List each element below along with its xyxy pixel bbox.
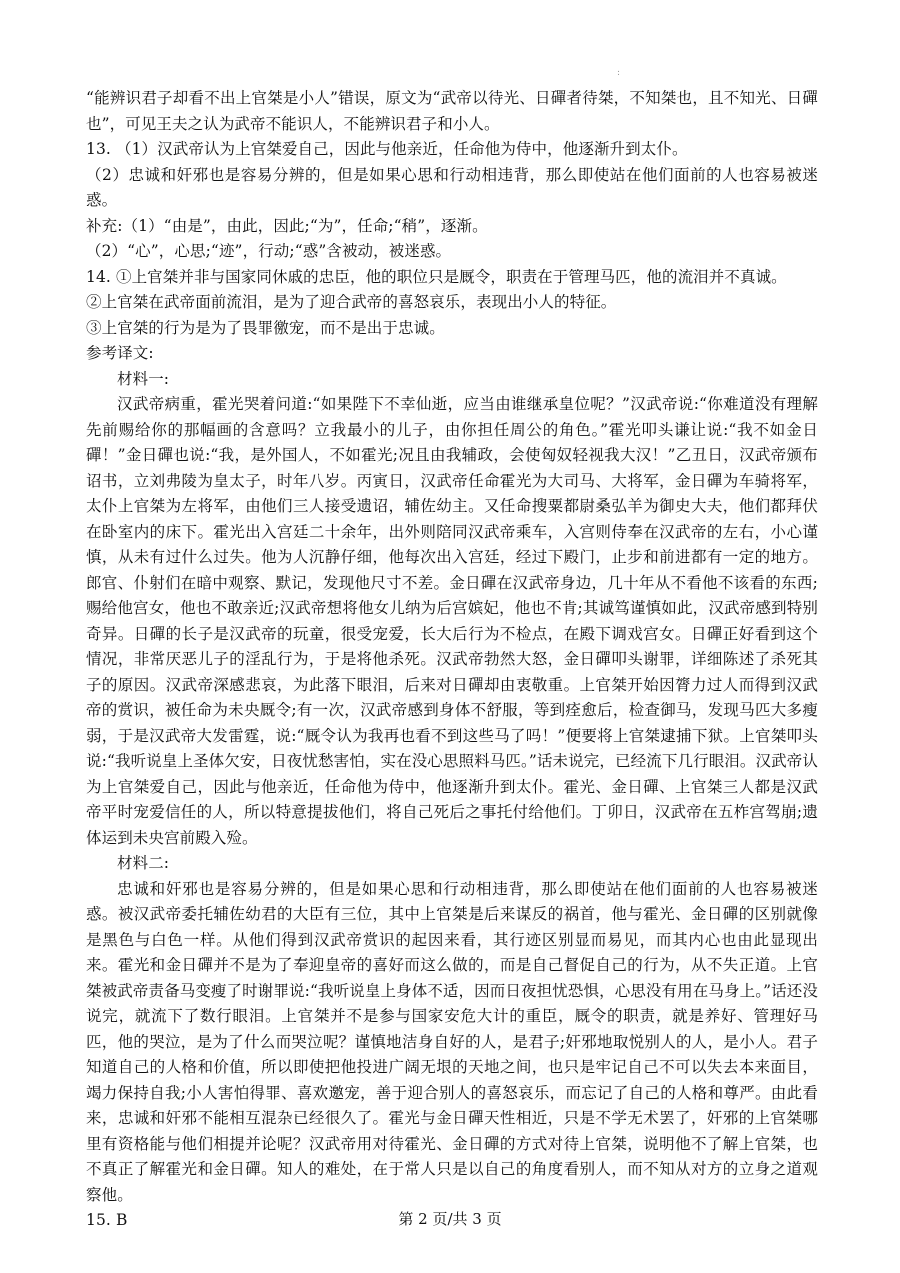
paragraph: （2）忠诚和奸邪也是容易分辨的，但是如果心思和行动相违背，那么即使站在他们面前的人也容易被迷惑。 bbox=[86, 165, 818, 209]
page-footer: 第 2 页/共 3 页 bbox=[398, 1210, 502, 1228]
paragraph: （2）“心”，心思;“迹”，行动;“惑”含被动，被迷惑。 bbox=[86, 242, 452, 260]
paragraph: 14. ①上官桀并非与国家同休戚的忠臣，他的职位只是厩令，职责在于管理马匹，他的流泪并不真诚。 bbox=[86, 267, 787, 286]
section-label: 材料一: bbox=[117, 369, 170, 388]
top-mark: : bbox=[617, 68, 621, 78]
answer-content bbox=[86, 86, 818, 1234]
paragraph: 参考译文: bbox=[86, 344, 154, 362]
paragraph: ②上官桀在武帝面前流泪，是为了迎合武帝的喜怒哀乐，表现出小人的特征。 bbox=[86, 293, 617, 311]
paragraph: 汉武帝病重，霍光哭着问道:“如果陛下不幸仙逝，应当由谁继承皇位呢？”汉武帝说:“你难道没有理解先前赐给你的那幅画的含意吗？立我最小的儿子，由你担任周公的角色。”霍光叩头谦让说:“我不如金日磾！”金日磾也说:“我，是外国人，不如霍光;况且由我辅政，会使匈奴轻视我大汉！”乙丑日，汉武帝颁布诏书，立刘弗陵为皇太子，时年八岁。丙寅日，汉武帝任命霍光为大司马、大将军，金日磾为车骑将军，太仆上官桀为左将军，由他们三人接受遗诏，辅佐幼主。又任命搜粟都尉桑弘羊为御史大夫，他们都拜伏在卧室内的床下。霍光出入宫廷二十余年，出外则陪同汉武帝乘车，入宫则侍奉在汉武帝的左右，小心谨慎，从未有过什么过失。他为人沉静仔细，他每次出入宫廷，经过下殿门，止步和前进都有一定的地方。郎官、仆射们在暗中观察、默记，发现他尺寸不差。金日磾在汉武帝身边，几十年从不看他不该看的东西;赐给他宫女，他也不敢亲近;汉武帝想将他女儿纳为后宫嫔妃，他也不肯;其诚笃谨慎如此，汉武帝感到特别奇异。日磾的长子是汉武帝的玩童，很受宠爱，长大后行为不检点，在殿下调戏宫女。日磾正好看到这个情况，非常厌恶儿子的淫乱行为，于是将他杀死。汉武帝勃然大怒，金日磾叩头谢罪，详细陈述了杀死其子的原因。汉武帝深感悲哀，为此落下眼泪，后来对日磾却由衷敬重。上官桀开始因膂力过人而得到汉武帝的赏识，被任命为未央厩令;有一次，汉武帝感到身体不舒服，等到痊愈后，检查御马，发现马匹大多瘦弱，于是汉武帝大发雷霆，说:“厩令认为我再也看不到这些马了吗！”便要将上官桀逮捕下狱。上官桀叩头说:“我听说皇上圣体欠安，日夜忧愁害怕，实在没心思照料马匹。”话未说完，已经流下几行眼泪。汉武帝认为上官桀爱自己，因此与他亲近，任命他为侍中，他逐渐升到太仆。霍光、金日磾、上官桀三人都是汉武帝平时宠爱信任的人，所以特意提拔他们，将自己死后之事托付给他们。丁卯日，汉武帝在五柞宫驾崩;遗体运到未央宫前殿入殓。 bbox=[86, 395, 818, 847]
paragraph: 补充:（1）“由是”，由此，因此;“为”，任命;“稍”，逐渐。 bbox=[86, 216, 488, 235]
paragraph: “能辨识君子却看不出上官桀是小人”错误，原文为“武帝以待光、日磾者待桀，不知桀也，且不知光、日磾也”，可见王夫之认为武帝不能识人，不能辨识君子和小人。 bbox=[86, 89, 818, 133]
section-label: 材料二: bbox=[117, 854, 170, 872]
paragraph: 13. （1）汉武帝认为上官桀爱自己，因此与他亲近，任命他为侍中，他逐渐升到太仆。 bbox=[86, 140, 688, 158]
paragraph: 忠诚和奸邪也是容易分辨的，但是如果心思和行动相违背，那么即使站在他们面前的人也容易被迷惑。被汉武帝委托辅佐幼君的大臣有三位，其中上官桀是后来谋反的祸首，他与霍光、金日磾的区别就像是黑色与白色一样。从他们得到汉武帝赏识的起因来看，其行迹区别显而易见，而其内心也由此显现出来。霍光和金日磾并不是为了奉迎皇帝的喜好而这么做的，而是自己督促自己的行为，从不失正道。上官桀被武帝责备马变瘦了时谢罪说:“我听说皇上身体不适，因而日夜担忧恐惧，心思没有用在马身上。”话还没说完，就流下了数行眼泪。上官桀并不是参与国家安危大计的重臣，厩令的职责，就是养好、管理好马匹，他的哭泣，是为了什么而哭泣呢？谨慎地洁身自好的人，是君子;奸邪地取悦别人的人，是小人。君子知道自己的人格和价值，所以即使把他投进广阔无垠的天地之间，也只是牢记自己不可以失去本来面目，竭力保持自我;小人害怕得罪、喜欢邀宠，善于迎合别人的喜怒哀乐，而忘记了自己的人格和尊严。由此看来，忠诚和奸邪不能相互混杂已经很久了。霍光与金日磾天性相近，只是不学无术罢了，奸邪的上官桀哪里有资格能与他们相提并论呢？汉武帝用对待霍光、金日磾的方式对待上官桀，说明他不了解上官桀，也不真正了解霍光和金日磾。知人的难处，在于常人只是以自己的角度看别人，而不知从对方的立身之道观察他。 bbox=[86, 879, 818, 1204]
paragraph: ③上官桀的行为是为了畏罪徼宠，而不是出于忠诚。 bbox=[86, 318, 445, 337]
paragraph: 15. B bbox=[86, 1211, 128, 1229]
